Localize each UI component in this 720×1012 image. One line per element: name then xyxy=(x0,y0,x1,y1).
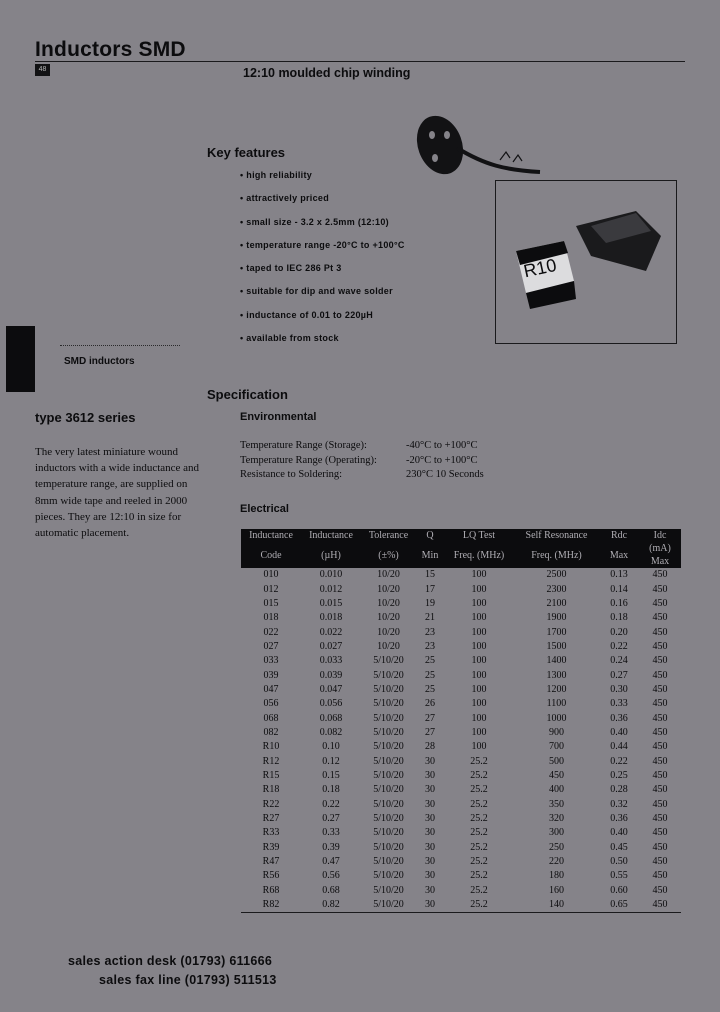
feature-item: • inductance of 0.01 to 220µH xyxy=(240,310,405,333)
table-cell: 100 xyxy=(471,741,487,753)
page-subtitle: 12:10 moulded chip winding xyxy=(243,66,411,80)
table-row xyxy=(241,855,681,869)
table-cell: 5/10/20 xyxy=(373,856,404,868)
table-cell: 30 xyxy=(425,856,435,868)
table-cell: 0.010 xyxy=(319,569,343,581)
series-description: The very latest miniature wound inductors with a wide inductance and temperature range, are supplied on 8mm wide tape and reeled in 2000 pieces. They are 12:10 in size for automatic placement. xyxy=(35,446,200,540)
table-cell: 450 xyxy=(652,827,668,839)
table-cell: 5/10/20 xyxy=(373,741,404,753)
table-cell: 100 xyxy=(471,626,487,638)
tape-reel-illustration xyxy=(405,110,545,190)
table-row xyxy=(241,884,681,898)
environmental-title: Environmental xyxy=(240,411,317,423)
page-title: Inductors SMD xyxy=(35,38,186,61)
table-cell: 700 xyxy=(549,741,564,753)
table-cell: 0.68 xyxy=(322,884,340,896)
table-cell: 21 xyxy=(425,612,435,624)
table-cell: 015 xyxy=(263,597,279,609)
table-cell: 450 xyxy=(652,698,668,710)
table-cell: 068 xyxy=(263,712,279,724)
key-features-list xyxy=(240,170,405,356)
table-cell: 5/10/20 xyxy=(373,712,404,724)
table-cell: 450 xyxy=(652,755,668,767)
table-cell: 100 xyxy=(471,655,487,667)
table-cell: 26 xyxy=(425,698,435,710)
table-cell: 5/10/20 xyxy=(373,726,404,738)
table-cell: 1300 xyxy=(546,669,567,681)
table-row xyxy=(241,582,681,596)
table-cell: 0.40 xyxy=(610,726,628,738)
table-cell: 1900 xyxy=(546,612,567,624)
table-cell: 320 xyxy=(549,813,564,825)
electrical-title: Electrical xyxy=(240,503,289,515)
table-row xyxy=(241,726,681,740)
table-cell: 0.36 xyxy=(610,813,628,825)
table-cell: 30 xyxy=(425,884,435,896)
table-cell: 047 xyxy=(263,683,279,695)
feature-item: • attractively priced xyxy=(240,193,405,216)
column-header: (±%) xyxy=(361,542,416,568)
title-rule xyxy=(35,61,685,62)
table-cell: 300 xyxy=(549,827,564,839)
table-cell: 450 xyxy=(652,669,668,681)
table-cell: 450 xyxy=(652,712,668,724)
key-features-title: Key features xyxy=(207,145,286,160)
table-cell: 0.18 xyxy=(610,612,628,624)
table-cell: 450 xyxy=(652,583,668,595)
table-cell: R33 xyxy=(262,827,280,839)
table-cell: 19 xyxy=(425,597,435,609)
table-cell: 1700 xyxy=(546,626,567,638)
table-cell: 0.022 xyxy=(319,626,343,638)
series-title: type 3612 series xyxy=(35,410,136,425)
table-cell: 450 xyxy=(652,798,668,810)
table-cell: 0.28 xyxy=(610,784,628,796)
column-header: Idc xyxy=(639,529,681,542)
sales-fax-line: sales fax line (01793) 511513 xyxy=(99,973,277,987)
table-row xyxy=(241,812,681,826)
table-cell: 5/10/20 xyxy=(373,798,404,810)
table-cell: 100 xyxy=(471,669,487,681)
table-cell: 0.047 xyxy=(319,683,343,695)
table-cell: 018 xyxy=(263,612,279,624)
table-row xyxy=(241,668,681,682)
table-cell: 0.082 xyxy=(319,726,343,738)
table-cell: 2100 xyxy=(546,597,567,609)
table-cell: 30 xyxy=(425,784,435,796)
table-cell: 10/20 xyxy=(377,626,400,638)
table-cell: 0.27 xyxy=(610,669,628,681)
table-cell: 5/10/20 xyxy=(373,784,404,796)
table-cell: 1500 xyxy=(546,640,567,652)
feature-item: • taped to IEC 286 Pt 3 xyxy=(240,263,405,286)
table-cell: 10/20 xyxy=(377,640,400,652)
table-row xyxy=(241,654,681,668)
table-cell: 0.12 xyxy=(322,755,340,767)
table-row xyxy=(241,769,681,783)
table-cell: 1400 xyxy=(546,655,567,667)
table-cell: 0.65 xyxy=(599,898,639,913)
table-row xyxy=(241,754,681,768)
table-cell: R15 xyxy=(262,769,280,781)
table-cell: 30 xyxy=(425,841,435,853)
table-cell: 5/10/20 xyxy=(373,683,404,695)
table-cell: 220 xyxy=(549,856,564,868)
table-cell: 0.15 xyxy=(322,769,340,781)
table-cell: 5/10/20 xyxy=(373,755,404,767)
env-label: Temperature Range (Storage): xyxy=(240,440,367,451)
table-cell: 5/10/20 xyxy=(373,698,404,710)
env-row xyxy=(240,455,484,470)
table-cell: 900 xyxy=(549,726,564,738)
table-cell: R39 xyxy=(262,841,280,853)
table-row xyxy=(241,869,681,883)
table-cell: 25.2 xyxy=(470,870,488,882)
table-cell: 5/10/20 xyxy=(373,884,404,896)
table-cell: 082 xyxy=(263,726,279,738)
table-cell: 0.36 xyxy=(610,712,628,724)
table-cell: 0.50 xyxy=(610,856,628,868)
table-cell: 100 xyxy=(471,712,487,724)
chip-marking: R10 xyxy=(521,254,559,282)
table-cell: 10/20 xyxy=(377,612,400,624)
table-cell: 5/10/20 xyxy=(373,870,404,882)
table-cell: 5/10/20 xyxy=(373,655,404,667)
table-cell: 0.32 xyxy=(610,798,628,810)
column-header: Freq. (MHz) xyxy=(514,542,599,568)
table-cell: 450 xyxy=(652,841,668,853)
table-cell: 5/10/20 xyxy=(373,827,404,839)
column-header: Freq. (MHz) xyxy=(444,542,514,568)
table-cell: 0.55 xyxy=(610,870,628,882)
table-cell: 10/20 xyxy=(377,597,400,609)
table-cell: 23 xyxy=(425,626,435,638)
table-cell: 450 xyxy=(652,640,668,652)
table-cell: 0.015 xyxy=(319,597,343,609)
table-cell: 30 xyxy=(425,813,435,825)
product-photo xyxy=(495,180,677,344)
table-cell: 0.22 xyxy=(610,755,628,767)
table-body xyxy=(241,568,681,913)
table-cell: 27 xyxy=(425,726,435,738)
table-cell: 012 xyxy=(263,583,279,595)
electrical-table xyxy=(241,529,681,913)
table-cell: 0.33 xyxy=(610,698,628,710)
table-cell: 100 xyxy=(471,612,487,624)
table-cell: 30 xyxy=(425,798,435,810)
table-cell: 1100 xyxy=(546,698,567,710)
column-header: (µH) xyxy=(301,542,361,568)
table-cell: 0.44 xyxy=(610,741,628,753)
table-cell: 5/10/20 xyxy=(373,813,404,825)
table-cell: R68 xyxy=(262,884,280,896)
table-cell: 0.33 xyxy=(322,827,340,839)
table-cell: 450 xyxy=(652,813,668,825)
column-header: (mA) Max xyxy=(639,542,681,568)
table-cell: 25.2 xyxy=(470,856,488,868)
table-cell: 100 xyxy=(471,569,487,581)
table-cell: 25.2 xyxy=(470,769,488,781)
table-cell: 100 xyxy=(471,583,487,595)
table-row xyxy=(241,798,681,812)
table-cell: 25.2 xyxy=(470,827,488,839)
table-cell: 0.039 xyxy=(319,669,343,681)
table-cell: 450 xyxy=(652,741,668,753)
table-cell: R82 xyxy=(241,898,301,913)
table-cell: 0.033 xyxy=(319,655,343,667)
table-cell: 100 xyxy=(471,698,487,710)
table-cell: 25.2 xyxy=(470,798,488,810)
table-cell: 450 xyxy=(549,769,564,781)
table-cell: 450 xyxy=(652,856,668,868)
table-row xyxy=(241,826,681,840)
table-cell: 0.25 xyxy=(610,769,628,781)
sales-desk-phone: sales action desk (01793) 611666 xyxy=(68,954,273,968)
table-cell: R10 xyxy=(262,741,280,753)
feature-item: • high reliability xyxy=(240,170,405,193)
table-row xyxy=(241,898,681,913)
table-cell: 0.18 xyxy=(322,784,340,796)
table-cell: 25 xyxy=(425,683,435,695)
table-row xyxy=(241,697,681,711)
table-cell: 30 xyxy=(425,755,435,767)
table-cell: R22 xyxy=(262,798,280,810)
table-cell: 10/20 xyxy=(377,569,400,581)
table-cell: 0.22 xyxy=(610,640,628,652)
table-cell: 30 xyxy=(416,898,444,913)
table-row xyxy=(241,640,681,654)
table-cell: 100 xyxy=(471,683,487,695)
table-cell: 0.39 xyxy=(322,841,340,853)
env-value: -40°C to +100°C xyxy=(406,440,478,451)
column-header: Inductance xyxy=(301,529,361,542)
table-cell: 0.30 xyxy=(610,683,628,695)
environmental-specs xyxy=(240,440,484,484)
table-cell: 0.10 xyxy=(322,741,340,753)
table-cell: 25.2 xyxy=(470,841,488,853)
table-cell: 039 xyxy=(263,669,279,681)
table-cell: 0.40 xyxy=(610,827,628,839)
table-cell: 160 xyxy=(549,884,564,896)
table-cell: 350 xyxy=(549,798,564,810)
table-row xyxy=(241,841,681,855)
column-header: Rdc xyxy=(599,529,639,542)
feature-item: • temperature range -20°C to +100°C xyxy=(240,240,405,263)
table-cell: 5/10/20 xyxy=(373,769,404,781)
table-cell: 0.20 xyxy=(610,626,628,638)
table-header-row xyxy=(241,529,681,542)
env-value: 230°C 10 Seconds xyxy=(406,469,484,480)
table-cell: 500 xyxy=(549,755,564,767)
table-cell: 0.012 xyxy=(319,583,343,595)
table-cell: 30 xyxy=(425,870,435,882)
table-cell: 5/10/20 xyxy=(373,669,404,681)
column-header: LQ Test xyxy=(444,529,514,542)
section-label: SMD inductors xyxy=(64,356,135,367)
table-cell: 0.47 xyxy=(322,856,340,868)
table-cell: 0.56 xyxy=(322,870,340,882)
table-cell: 25 xyxy=(425,669,435,681)
table-row xyxy=(241,683,681,697)
table-cell: 0.24 xyxy=(610,655,628,667)
table-cell: 022 xyxy=(263,626,279,638)
table-cell: 5/10/20 xyxy=(373,841,404,853)
table-cell: 0.60 xyxy=(610,884,628,896)
table-cell: 15 xyxy=(425,569,435,581)
table-cell: 250 xyxy=(549,841,564,853)
table-cell: 0.14 xyxy=(610,583,628,595)
table-cell: 23 xyxy=(425,640,435,652)
dotted-divider xyxy=(60,345,180,346)
table-cell: 027 xyxy=(263,640,279,652)
table-cell: 17 xyxy=(425,583,435,595)
table-cell: 1200 xyxy=(546,683,567,695)
table-header-row xyxy=(241,542,681,568)
table-row xyxy=(241,568,681,582)
table-cell: 033 xyxy=(263,655,279,667)
table-cell: 30 xyxy=(425,769,435,781)
table-cell: 0.22 xyxy=(322,798,340,810)
table-cell: R27 xyxy=(262,813,280,825)
table-cell: 450 xyxy=(652,870,668,882)
table-cell: 100 xyxy=(471,726,487,738)
table-cell: 1000 xyxy=(546,712,567,724)
table-cell: R12 xyxy=(262,755,280,767)
table-cell: 0.018 xyxy=(319,612,343,624)
section-tab-marker xyxy=(6,326,35,392)
feature-item: • suitable for dip and wave solder xyxy=(240,286,405,309)
table-cell: 450 xyxy=(652,569,668,581)
table-cell: R56 xyxy=(262,870,280,882)
table-row xyxy=(241,740,681,754)
table-cell: R18 xyxy=(262,784,280,796)
table-cell: 0.13 xyxy=(610,569,628,581)
column-header: Inductance xyxy=(241,529,301,542)
feature-item: • available from stock xyxy=(240,333,405,356)
table-cell: 450 xyxy=(652,612,668,624)
table-cell: 450 xyxy=(639,898,681,913)
table-cell: 180 xyxy=(549,870,564,882)
env-label: Resistance to Soldering: xyxy=(240,469,343,480)
column-header: Max xyxy=(599,542,639,568)
table-cell: 28 xyxy=(425,741,435,753)
table-cell: 450 xyxy=(652,784,668,796)
table-row xyxy=(241,711,681,725)
feature-item: • small size - 3.2 x 2.5mm (12:10) xyxy=(240,217,405,240)
table-cell: 25.2 xyxy=(470,884,488,896)
table-row xyxy=(241,611,681,625)
table-cell: 450 xyxy=(652,683,668,695)
table-cell: 25.2 xyxy=(444,898,514,913)
table-cell: 100 xyxy=(471,597,487,609)
table-cell: 27 xyxy=(425,712,435,724)
table-cell: 450 xyxy=(652,626,668,638)
table-cell: 5/10/20 xyxy=(361,898,416,913)
table-cell: 10/20 xyxy=(377,583,400,595)
table-cell: 140 xyxy=(514,898,599,913)
table-cell: 0.056 xyxy=(319,698,343,710)
table-header xyxy=(241,529,681,568)
table-row xyxy=(241,597,681,611)
column-header: Q xyxy=(416,529,444,542)
table-cell: 25.2 xyxy=(470,755,488,767)
table-cell: 0.82 xyxy=(301,898,361,913)
table-cell: 010 xyxy=(263,569,279,581)
column-header: Min xyxy=(416,542,444,568)
specification-title: Specification xyxy=(207,387,288,402)
table-row xyxy=(241,783,681,797)
table-cell: 0.068 xyxy=(319,712,343,724)
column-header: Tolerance xyxy=(361,529,416,542)
table-cell: 450 xyxy=(652,597,668,609)
env-row xyxy=(240,440,484,455)
table-cell: 25.2 xyxy=(470,784,488,796)
column-header: Self Resonance xyxy=(514,529,599,542)
table-cell: 400 xyxy=(549,784,564,796)
table-cell: 100 xyxy=(471,640,487,652)
env-label: Temperature Range (Operating): xyxy=(240,454,377,466)
table-cell: 25 xyxy=(425,655,435,667)
table-cell: 056 xyxy=(263,698,279,710)
table-cell: 25.2 xyxy=(470,813,488,825)
table-cell: 450 xyxy=(652,726,668,738)
table-cell: 0.45 xyxy=(610,841,628,853)
column-header: Code xyxy=(241,542,301,568)
table-cell: 450 xyxy=(652,655,668,667)
table-cell: 450 xyxy=(652,769,668,781)
env-value: -20°C to +100°C xyxy=(406,454,478,466)
table-cell: 0.16 xyxy=(610,597,628,609)
table-cell: 30 xyxy=(425,827,435,839)
table-row xyxy=(241,625,681,639)
table-cell: R47 xyxy=(262,856,280,868)
page-number: 48 xyxy=(35,64,50,76)
table-cell: 450 xyxy=(652,884,668,896)
table-cell: 2300 xyxy=(546,583,567,595)
table-cell: 2500 xyxy=(546,569,567,581)
table-cell: 0.27 xyxy=(322,813,340,825)
env-row xyxy=(240,469,484,484)
table-cell: 0.027 xyxy=(319,640,343,652)
